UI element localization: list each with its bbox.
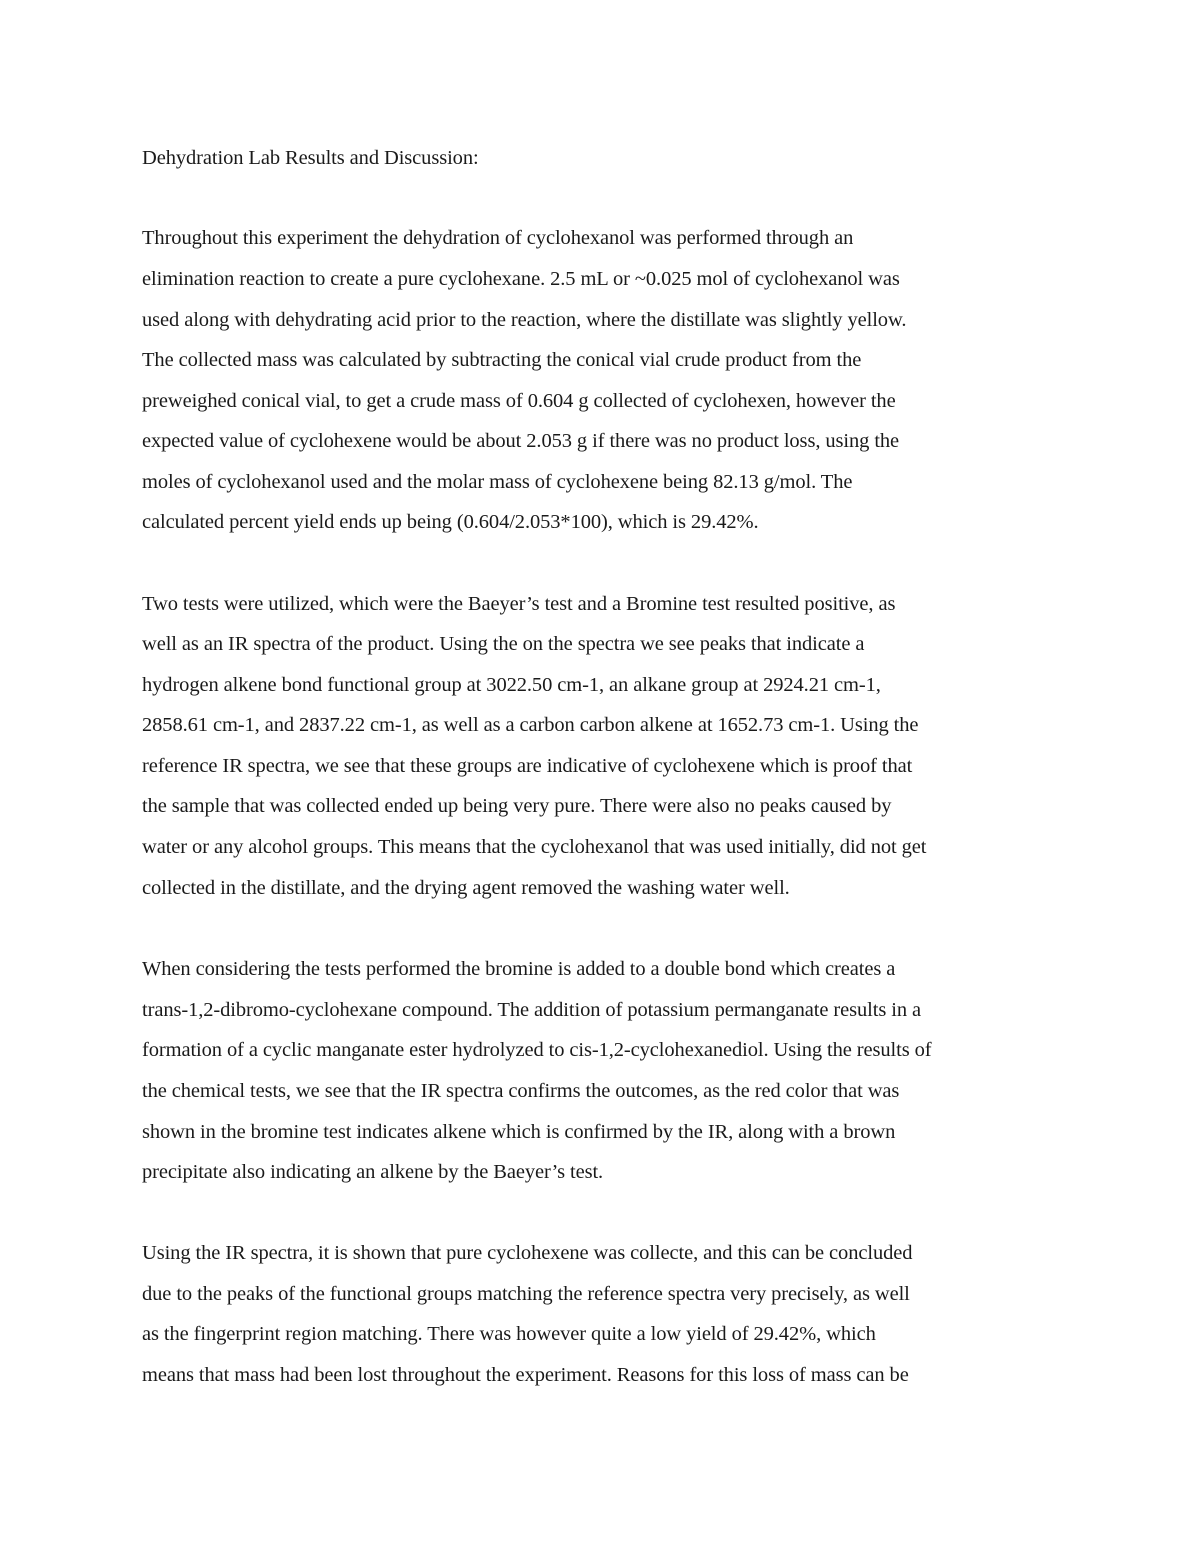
paragraph-1-line: moles of cyclohexanol used and the molar mass of cyclohexene being 82.13 g/mol. The: [142, 471, 853, 493]
paragraph-3-line: precipitate also indicating an alkene by the Baeyer’s test.: [142, 1161, 604, 1183]
paragraph-2-line: 2858.61 cm-1, and 2837.22 cm-1, as well as a carbon carbon alkene at 1652.73 cm-1. Using the: [142, 714, 919, 736]
paragraph-1-line: calculated percent yield ends up being (0.604/2.053*100), which is 29.42%.: [142, 511, 759, 533]
paragraph-1-line: used along with dehydrating acid prior to the reaction, where the distillate was slightly yellow.: [142, 309, 907, 331]
paragraph-1-line: elimination reaction to create a pure cyclohexane. 2.5 mL or ~0.025 mol of cyclohexanol was: [142, 268, 900, 290]
paragraph-2-line: well as an IR spectra of the product. Using the on the spectra we see peaks that indicate a: [142, 633, 865, 655]
paragraph-3-line: shown in the bromine test indicates alkene which is confirmed by the IR, along with a brown: [142, 1121, 896, 1143]
paragraph-4-line: due to the peaks of the functional groups matching the reference spectra very precisely, as well: [142, 1283, 910, 1305]
paragraph-2-line: the sample that was collected ended up being very pure. There were also no peaks caused by: [142, 795, 892, 817]
paragraph-2-line: water or any alcohol groups. This means that the cyclohexanol that was used initially, did not get: [142, 836, 927, 858]
paragraph-3-line: formation of a cyclic manganate ester hydrolyzed to cis-1,2-cyclohexanediol. Using the results of: [142, 1039, 932, 1061]
paragraph-2-line: Two tests were utilized, which were the Baeyer’s test and a Bromine test resulted positive, as: [142, 593, 896, 615]
paragraph-2-line: reference IR spectra, we see that these groups are indicative of cyclohexene which is proof that: [142, 755, 913, 777]
paragraph-3-line: the chemical tests, we see that the IR spectra confirms the outcomes, as the red color that was: [142, 1080, 900, 1102]
paragraph-1-line: Throughout this experiment the dehydration of cyclohexanol was performed through an: [142, 227, 854, 249]
document-title: Dehydration Lab Results and Discussion:: [142, 147, 479, 169]
paragraph-4-line: Using the IR spectra, it is shown that pure cyclohexene was collecte, and this can be concluded: [142, 1242, 913, 1264]
paragraph-4-line: as the fingerprint region matching. There was however quite a low yield of 29.42%, which: [142, 1323, 876, 1345]
paragraph-1-line: preweighed conical vial, to get a crude mass of 0.604 g collected of cyclohexen, however the: [142, 390, 896, 412]
paragraph-3-line: trans-1,2-dibromo-cyclohexane compound. The addition of potassium permanganate results in a: [142, 999, 921, 1021]
paragraph-2-line: collected in the distillate, and the drying agent removed the washing water well.: [142, 877, 790, 899]
paragraph-2-line: hydrogen alkene bond functional group at 3022.50 cm-1, an alkane group at 2924.21 cm-1,: [142, 674, 881, 696]
paragraph-1-line: expected value of cyclohexene would be about 2.053 g if there was no product loss, using the: [142, 430, 900, 452]
paragraph-3-line: When considering the tests performed the bromine is added to a double bond which creates a: [142, 958, 896, 980]
paragraph-4-line: means that mass had been lost throughout the experiment. Reasons for this loss of mass can be: [142, 1364, 909, 1386]
paragraph-1-line: The collected mass was calculated by subtracting the conical vial crude product from the: [142, 349, 862, 371]
